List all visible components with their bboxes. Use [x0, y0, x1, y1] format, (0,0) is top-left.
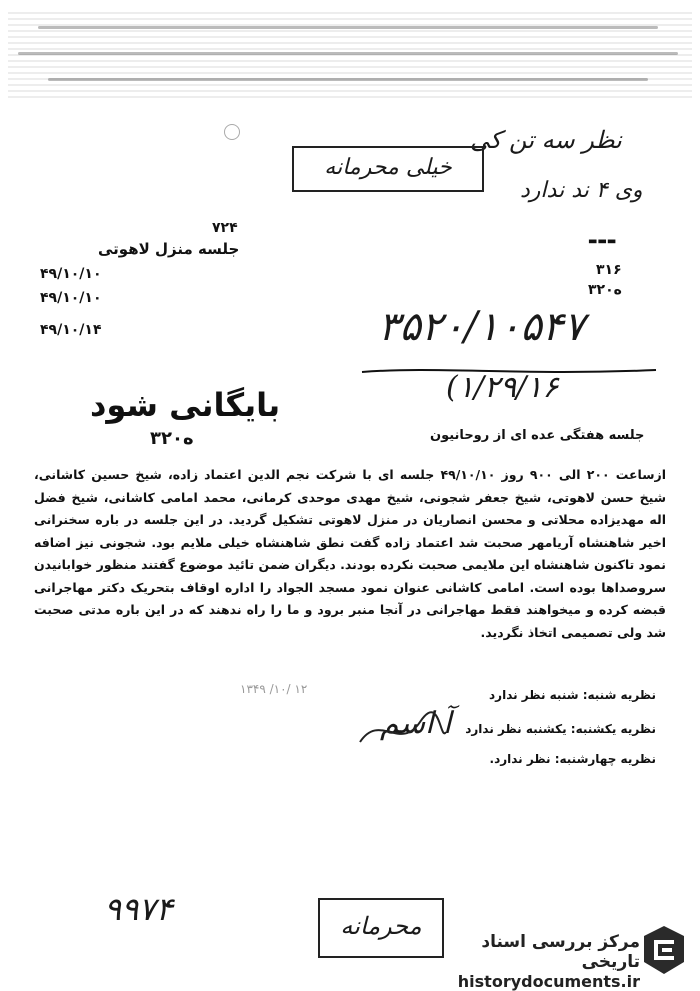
header-date-3: ۴۹/۱۰/۱۴	[40, 322, 102, 338]
archive-instruction: بایگانی شود	[90, 386, 281, 424]
header-title: جلسه منزل لاهوتی	[98, 240, 240, 258]
faded-header-band	[8, 8, 692, 98]
watermark-url: historydocuments.ir	[457, 972, 640, 991]
watermark-name: مرکز بررسی اسناد تاریخی	[481, 932, 640, 972]
archive-code: ۳ه۲۰	[150, 428, 194, 449]
stamp-text: خیلی محرمانه	[324, 155, 452, 180]
confidential-stamp	[292, 146, 484, 192]
header-number: ۷۲۴	[212, 220, 238, 236]
bottom-stamp	[318, 898, 444, 958]
faint-mark	[224, 124, 240, 140]
handwritten-note-top: نظر سه تن کی	[470, 126, 622, 154]
signature-stroke	[350, 702, 450, 762]
faint-date: ۱۳۴۹ /۱۰/ ۱۲	[240, 682, 308, 696]
bottom-stamp-text: محرمانه	[340, 912, 422, 940]
report-body: ازساعت ۲۰۰ الی ۹۰۰ روز ۴۹/۱۰/۱۰ جلسه ای با شرکت نجم الدین اعتماد زاده، شیخ حسین کاشانی، شیخ حسن لاهوتی، شیخ جعفر شجونی، شیخ مهدی موحدی کرمانی، محمد امامی کاشانی، شیخ فضل اله مهدیزاده محلاتی و محسن انصاریان در منزل لاهوتی تشکیل گردید. در این جلسه در باره سخنرانی اخیر شاهنشاه آریامهر صحبت شد اعتماد زاده گفت نطق شاهنشاه خیلی ملایم بود. شجونی نیز اضافه نمود تاکنون شاهنشاه این ملایمی صحبت نکرده بودند. دیگران ضمن تائید موضوع گفتند منظور خوابانیدن سروصداها بوده است. امامی کاشانی عنوان نمود مسجد الجواد را اداره اوقاف بتحریک دکتر مهاجرانی قبضه کرده و میخواهند فقط مهاجرانی در آنجا منبر برود و ما را راه ندهند که در این باره مدتی صحبت شد ولی تصمیمی اتخاذ نگردید.	[34, 467, 666, 640]
meeting-title: جلسه هفتگی عده ای از روحانیون	[430, 428, 645, 443]
watermark	[430, 932, 640, 991]
signature: آ اسم	[380, 706, 452, 741]
archive-logo-icon	[638, 922, 690, 978]
header-date-1: ۴۹/۱۰/۱۰	[40, 266, 102, 282]
header-mark: ▬▬▬	[588, 236, 617, 247]
header-date-2: ۴۹/۱۰/۱۰	[40, 290, 102, 306]
handwritten-note-top-2: وی ۴ ند ندارد	[520, 178, 643, 203]
bottom-handwritten-number: ۹۹۷۴	[104, 890, 173, 928]
note-saturday: نظریه شنبه: شنبه نظر ندارد	[489, 688, 656, 702]
handwritten-reference-number: ۳۵۲۰/۱۰۵۴۷	[378, 304, 585, 350]
note-wednesday: نظریه چهارشنبه: نظر ندارد.	[489, 752, 656, 766]
note-sunday: نظریه یکشنبه: یکشنبه نظر ندارد	[465, 722, 656, 736]
header-file-code: ۳ه۲۰	[588, 282, 622, 298]
header-file-number: ۳۱۶	[596, 262, 622, 278]
handwritten-reference-date: (۱/۲۹/۱۶	[446, 370, 559, 405]
